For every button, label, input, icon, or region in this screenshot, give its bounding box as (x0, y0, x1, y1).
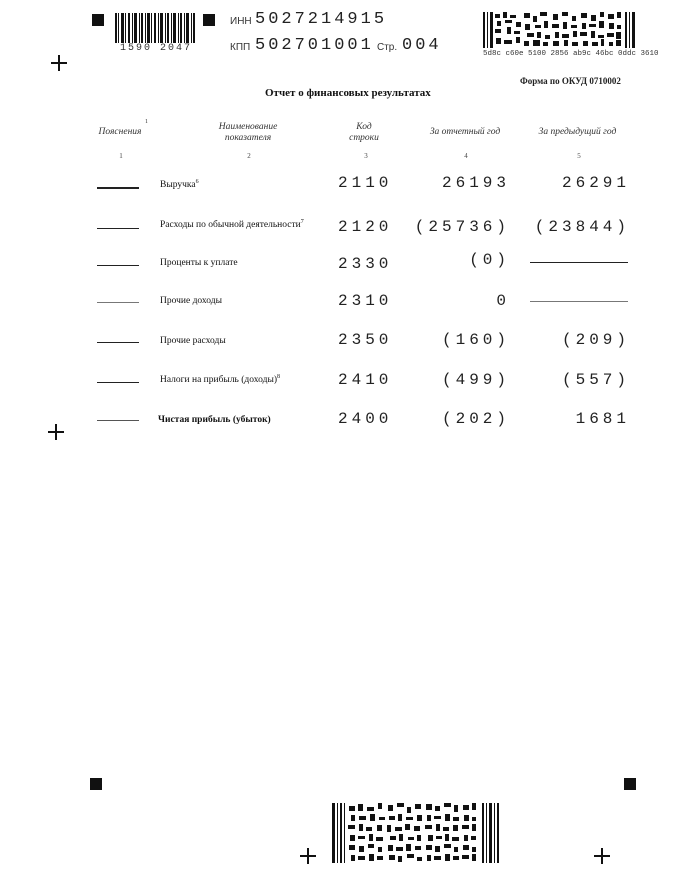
column-header-explanations (92, 119, 148, 138)
row-name-revenue (160, 179, 199, 190)
row-current-year-value: (0) (469, 251, 510, 269)
crosshair-mark-bottom-right (594, 848, 610, 864)
explanation-dash (97, 265, 139, 266)
page-value: 004 (402, 36, 442, 55)
row-current-year-value: (202) (441, 410, 510, 428)
column-header-indicator-name: Наименование показателя (218, 122, 278, 143)
row-current-year-value: 26193 (441, 174, 510, 192)
row-previous-year-value: (557) (561, 371, 630, 389)
row-code: 2350 (338, 331, 393, 349)
row-code: 2400 (338, 410, 393, 428)
registration-mark-bottom-right (624, 778, 636, 790)
explanation-dash (97, 302, 139, 303)
row-name-text: Выручка (160, 180, 196, 191)
registration-mark-bottom-left (90, 778, 102, 790)
crosshair-mark-top (51, 55, 67, 71)
row-code: 2310 (338, 292, 393, 310)
inn-value: 5027214915 (255, 10, 388, 29)
row-current-year-value: 0 (496, 292, 510, 310)
row-previous-year-value: 26291 (561, 174, 630, 192)
kpp-value: 502701001 (255, 36, 374, 55)
row-current-year-value: (499) (441, 371, 510, 389)
column-header-explanations-label: Пояснения (98, 127, 142, 137)
footnote-ref: 1 (145, 119, 148, 125)
registration-mark-top-left (92, 14, 104, 26)
row-code: 2110 (338, 174, 393, 192)
row-name-text: Расходы по обычной деятельности (160, 220, 301, 231)
explanation-dash (97, 187, 139, 189)
row-code: 2330 (338, 255, 393, 273)
row-current-year-value: (160) (441, 331, 510, 349)
bottom-datamatrix-code (332, 803, 502, 863)
explanation-dash (97, 382, 139, 383)
row-current-year-value: (25736) (414, 218, 510, 236)
column-header-current-year: За отчетный год (429, 127, 501, 137)
row-name-text: Налоги на прибыль (доходы) (160, 375, 278, 386)
column-number-1: 1 (119, 152, 123, 160)
column-header-previous-year: За предыдущий год (538, 127, 617, 137)
row-name-net-profit: Чистая прибыль (убыток) (158, 415, 271, 425)
page-title: Отчет о финансовых результатах (265, 87, 431, 99)
row-name-other-income: Прочие доходы (160, 296, 222, 306)
row-name-income-tax (160, 374, 280, 385)
barcode-number: 1590 2047 (120, 43, 193, 54)
row-footnote-ref: 7 (300, 219, 304, 225)
row-footnote-ref: 6 (195, 179, 199, 185)
column-number-4: 4 (464, 152, 468, 160)
datamatrix-code-text: 5d8c c60e 5100 2856 ab9c 46bc 0ddc 3610 (483, 50, 659, 58)
column-number-3: 3 (364, 152, 368, 160)
row-previous-year-value: (23844) (534, 218, 630, 236)
column-header-line-code: Код строки (349, 122, 379, 143)
row-name-other-expenses: Прочие расходы (160, 336, 226, 346)
row-code: 2410 (338, 371, 393, 389)
linear-barcode (115, 13, 197, 43)
column-number-5: 5 (577, 152, 581, 160)
row-code: 2120 (338, 218, 393, 236)
crosshair-mark-bottom-left (300, 848, 316, 864)
crosshair-mark-middle (48, 424, 64, 440)
row-name-interest-payable: Проценты к уплате (160, 258, 238, 268)
row-previous-year-value: 1681 (575, 410, 630, 428)
previous-year-empty-dash (530, 262, 628, 263)
column-number-2: 2 (247, 152, 251, 160)
explanation-dash (97, 228, 139, 229)
kpp-label: КПП (230, 42, 251, 53)
inn-label: ИНН (230, 16, 252, 27)
row-name-ordinary-expenses (160, 219, 304, 230)
okud-form-code: Форма по ОКУД 0710002 (520, 76, 621, 86)
explanation-dash (97, 420, 139, 421)
row-footnote-ref: 8 (277, 374, 281, 380)
registration-mark-top-middle (203, 14, 215, 26)
page-label: Стр. (377, 42, 398, 53)
explanation-dash (97, 342, 139, 343)
row-previous-year-value: (209) (561, 331, 630, 349)
previous-year-empty-dash (530, 301, 628, 302)
datamatrix-code (483, 12, 638, 48)
